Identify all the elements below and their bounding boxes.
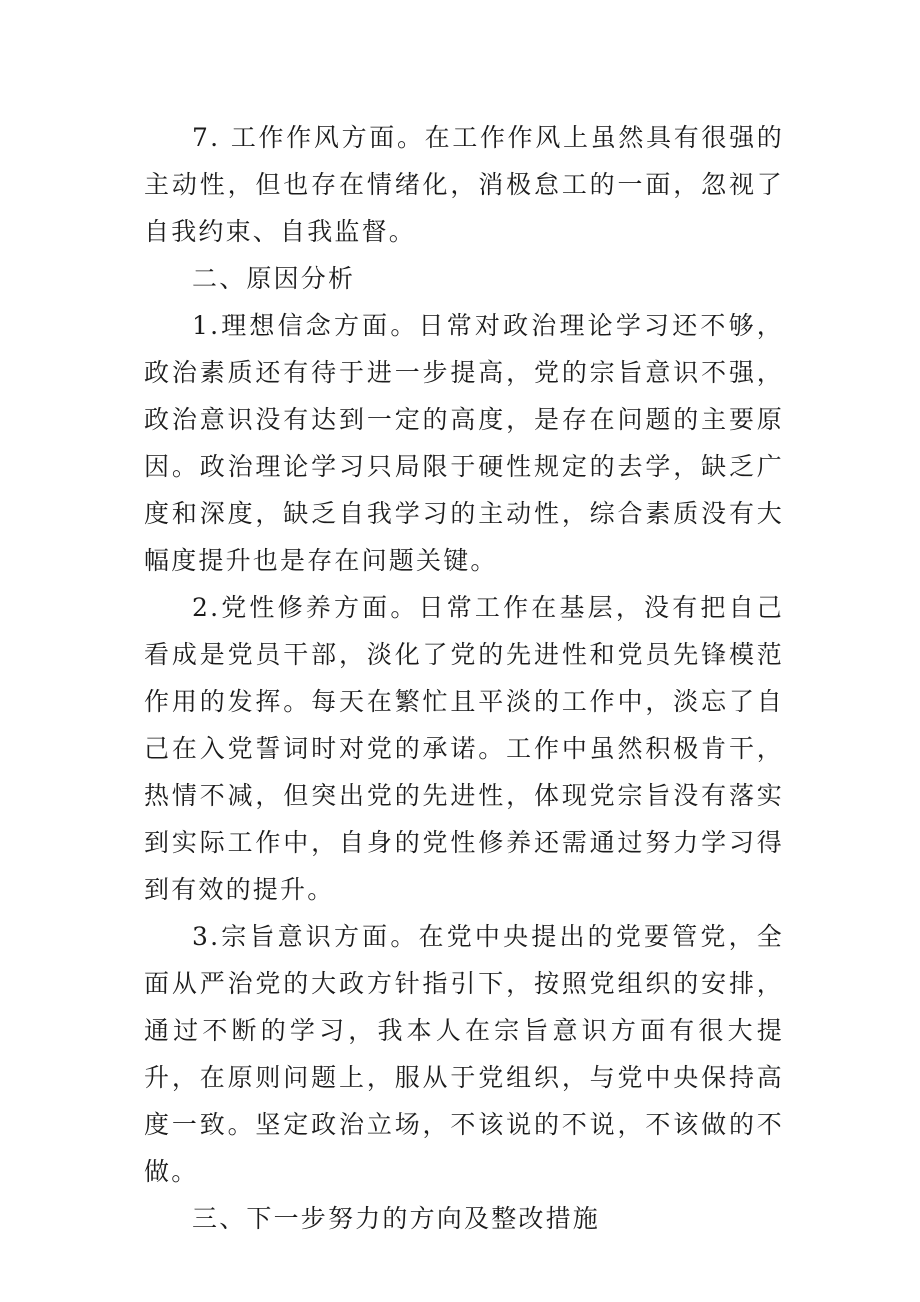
paragraph-ideals-beliefs: 1.理想信念方面。日常对政治理论学习还不够，政治素质还有待于进一步提高，党的宗旨意识不强，政治意识没有达到一定的高度，是存在问题的主要原因。政治理论学习只局限于硬性规定的去学，缺乏广度和深度，缺乏自我学习的主动性，综合素质没有大幅度提升也是存在问题关键。	[144, 311, 784, 575]
paragraph-work-style: 7. 工作作风方面。在工作作风上虽然具有很强的主动性，但也存在情绪化，消极怠工的一面，忽视了自我约束、自我监督。	[144, 123, 784, 246]
section-heading-cause-analysis: 二、原因分析	[192, 264, 356, 293]
document-body	[144, 114, 784, 1242]
paragraph-purpose-awareness: 3.宗旨意识方面。在党中央提出的党要管党，全面从严治党的大政方针指引下，按照党组织的安排，通过不断的学习，我本人在宗旨意识方面有很大提升，在原则问题上，服从于党组织，与党中央保持高度一致。坚定政治立场，不该说的不说，不该做的不做。	[144, 922, 784, 1186]
paragraph-party-spirit: 2.党性修养方面。日常工作在基层，没有把自己看成是党员干部，淡化了党的先进性和党员先锋模范作用的发挥。每天在繁忙且平淡的工作中，淡忘了自己在入党誓词时对党的承诺。工作中虽然积极肯干，热情不减，但突出党的先进性，体现党宗旨没有落实到实际工作中，自身的党性修养还需通过努力学习得到有效的提升。	[144, 593, 784, 904]
section-heading-next-steps: 三、下一步努力的方向及整改措施	[192, 1204, 601, 1233]
